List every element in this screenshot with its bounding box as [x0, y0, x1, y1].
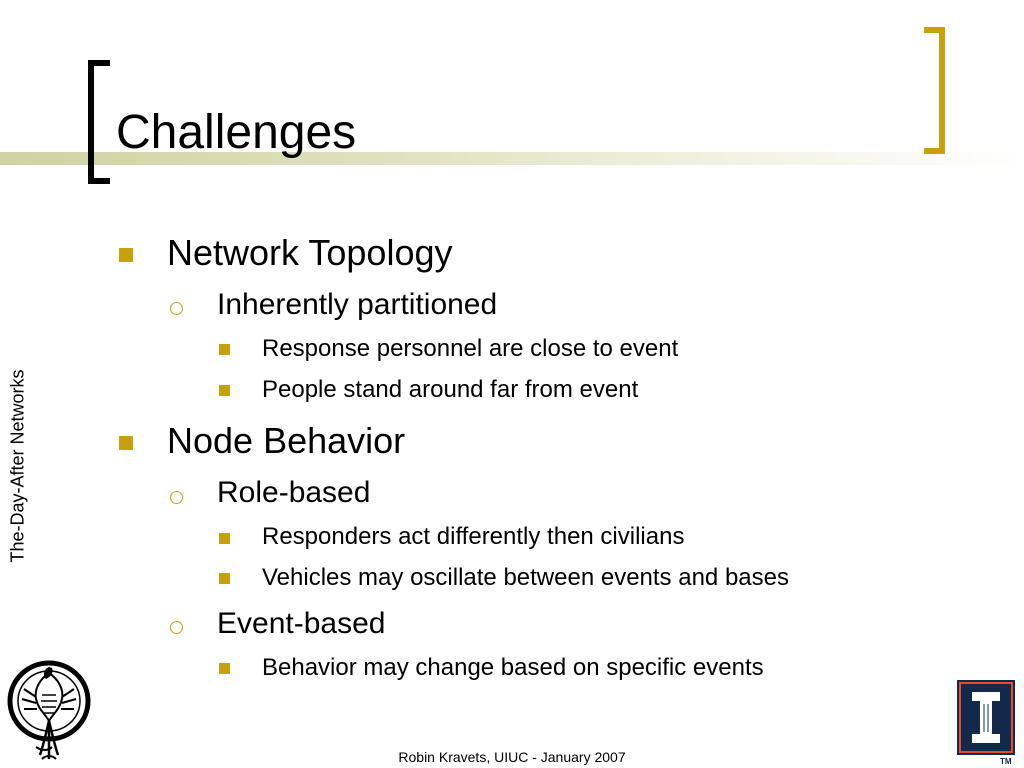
bullet-square-icon [219, 533, 230, 544]
bullet-circle-icon [170, 621, 183, 634]
bullet-square-icon [219, 385, 230, 396]
bullet-square-icon [219, 573, 230, 584]
side-label: The-Day-After Networks [7, 369, 28, 563]
bullet-square-icon [219, 344, 230, 355]
bullet-level3: Response personnel are close to event [262, 335, 679, 362]
bullet-circle-icon [170, 302, 183, 315]
trademark-mark: TM [1000, 757, 1012, 766]
bullet-level3: Behavior may change based on specific events [262, 654, 764, 681]
bullet-circle-icon [170, 491, 183, 504]
bullet-square-icon [119, 248, 133, 262]
phoenix-emblem-icon [4, 655, 94, 763]
bullet-square-icon [219, 663, 230, 674]
bullet-level3: Responders act differently then civilians [262, 523, 685, 550]
slide-footer: Robin Kravets, UIUC - January 2007 [398, 749, 626, 765]
bullet-level2: Event-based [217, 607, 386, 640]
bullet-level3: People stand around far from event [262, 376, 639, 403]
bullet-level2: Role-based [217, 476, 371, 509]
bullet-level2: Inherently partitioned [217, 288, 498, 321]
bullet-level3: Vehicles may oscillate between events and bases [262, 564, 789, 591]
bullet-square-icon [119, 436, 133, 450]
bullet-level1: Node Behavior [167, 420, 406, 461]
slide-title: Challenges [116, 106, 357, 159]
bullet-level1: Network Topology [167, 232, 453, 273]
